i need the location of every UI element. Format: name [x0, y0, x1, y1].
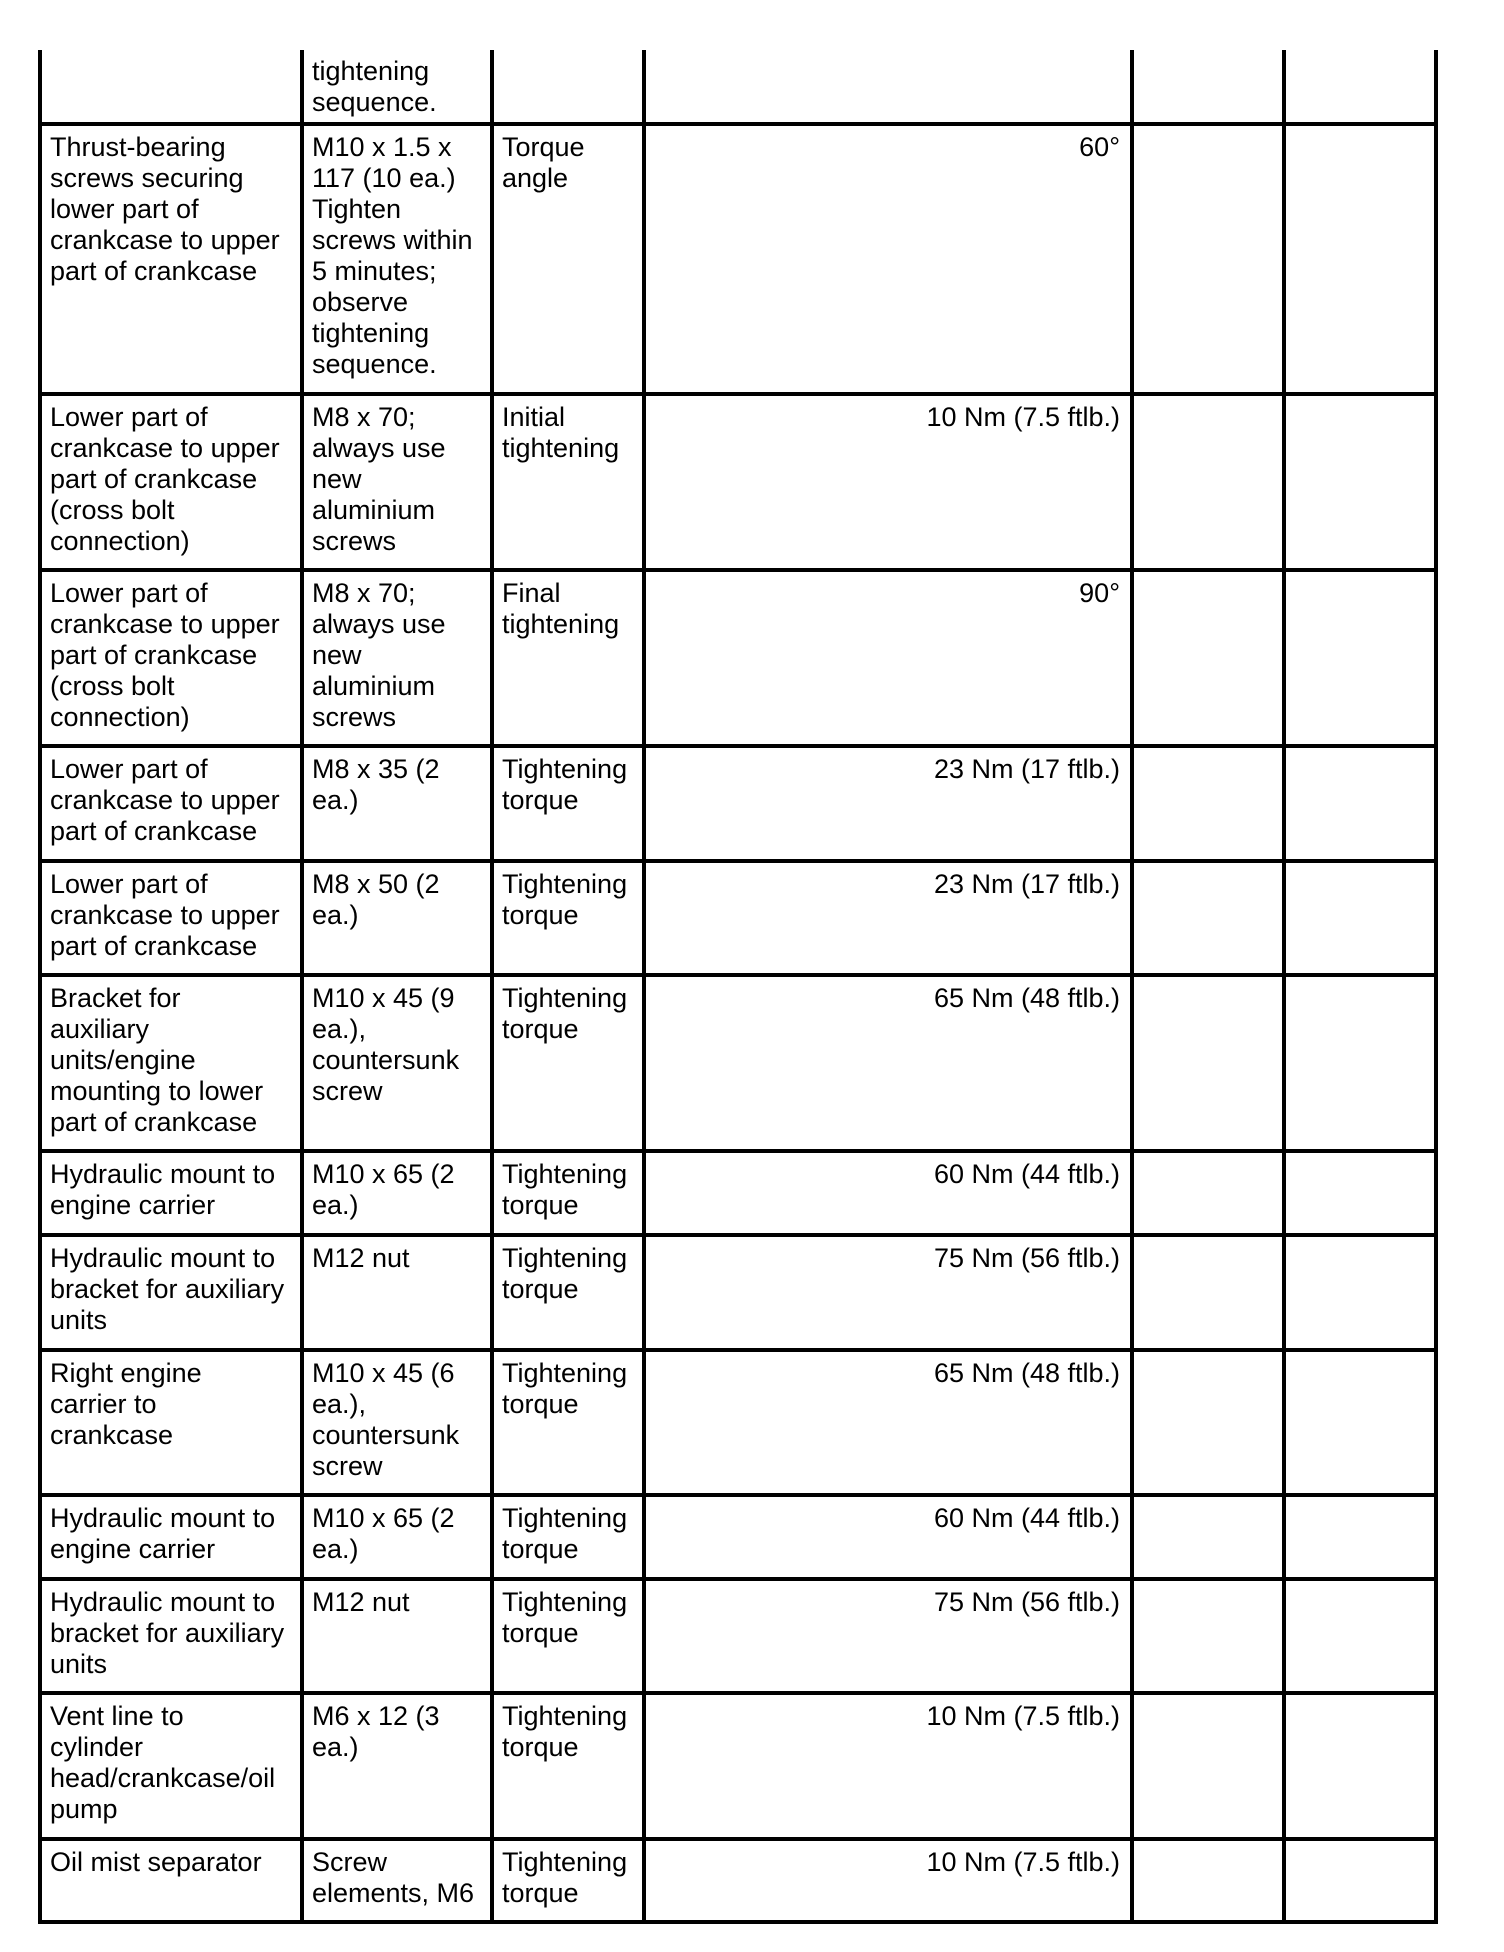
spec-cell	[302, 975, 492, 1151]
type-cell-text: Tightening torque	[502, 1701, 628, 1762]
table-body	[40, 50, 1436, 1922]
spec-cell-text: M10 x 45 (9 ea.), countersunk screw	[312, 983, 460, 1106]
type-cell-text: Tightening torque	[502, 1503, 628, 1564]
component-cell-text: Vent line to cylinder head/crankcase/oil pump	[50, 1701, 276, 1824]
value-cell-text: 75 Nm (56 ftlb.)	[933, 1243, 1120, 1273]
spec-cell	[302, 861, 492, 975]
type-cell-text: Tightening torque	[502, 869, 628, 930]
type-cell	[492, 570, 644, 746]
value-cell	[644, 1151, 1132, 1235]
spec-cell-text: M8 x 35 (2 ea.)	[312, 754, 440, 815]
spec-cell	[302, 1495, 492, 1579]
spec-cell	[302, 1839, 492, 1922]
value-cell	[644, 1839, 1132, 1922]
table-row	[40, 1693, 1436, 1839]
value-cell	[644, 50, 1132, 124]
extra-cell-2	[1284, 1839, 1436, 1922]
value-cell	[644, 1579, 1132, 1693]
table-row	[40, 1350, 1436, 1495]
value-cell-text: 60 Nm (44 ftlb.)	[933, 1503, 1120, 1533]
value-cell-text: 60 Nm (44 ftlb.)	[933, 1159, 1120, 1189]
extra-cell-2	[1284, 394, 1436, 570]
type-cell-text: Torque angle	[502, 132, 585, 193]
type-cell-text: Final tightening	[502, 578, 620, 639]
spec-cell-text: M10 x 65 (2 ea.)	[312, 1503, 455, 1564]
component-cell	[40, 861, 302, 975]
type-cell-text: Tightening torque	[502, 1587, 628, 1648]
value-cell-text: 23 Nm (17 ftlb.)	[933, 754, 1120, 784]
value-cell	[644, 1693, 1132, 1839]
type-cell	[492, 861, 644, 975]
extra-cell-1	[1132, 746, 1284, 861]
table-row	[40, 975, 1436, 1151]
type-cell-text: Tightening torque	[502, 1847, 628, 1908]
value-cell-text: 23 Nm (17 ftlb.)	[933, 869, 1120, 899]
spec-cell-text: M10 x 65 (2 ea.)	[312, 1159, 455, 1220]
value-cell-text: 10 Nm (7.5 ftlb.)	[926, 402, 1120, 432]
component-cell-text: Hydraulic mount to engine carrier	[50, 1503, 276, 1564]
type-cell-text: Tightening torque	[502, 1358, 628, 1419]
type-cell-text: Tightening torque	[502, 1159, 628, 1220]
type-cell	[492, 975, 644, 1151]
spec-cell-text: M8 x 50 (2 ea.)	[312, 869, 440, 930]
spec-cell	[302, 1693, 492, 1839]
extra-cell-1	[1132, 1693, 1284, 1839]
type-cell	[492, 50, 644, 124]
table-row	[40, 570, 1436, 746]
value-cell	[644, 394, 1132, 570]
extra-cell-2	[1284, 1235, 1436, 1350]
value-cell	[644, 861, 1132, 975]
spec-cell-text: M6 x 12 (3 ea.)	[312, 1701, 440, 1762]
spec-cell	[302, 746, 492, 861]
type-cell	[492, 1151, 644, 1235]
extra-cell-1	[1132, 570, 1284, 746]
component-cell	[40, 124, 302, 394]
type-cell	[492, 124, 644, 394]
component-cell-text: Thrust-bearing screws securing lower part of crankcase to upper part of crankcase	[50, 132, 280, 286]
component-cell	[40, 570, 302, 746]
value-cell-text: 90°	[1079, 578, 1120, 608]
extra-cell-2	[1284, 1579, 1436, 1693]
spec-cell	[302, 394, 492, 570]
table-row	[40, 1151, 1436, 1235]
value-cell	[644, 746, 1132, 861]
component-cell-text: Oil mist separator	[50, 1847, 262, 1877]
spec-cell-text: M8 x 70; always use new aluminium screws	[312, 578, 446, 732]
extra-cell-1	[1132, 1350, 1284, 1495]
component-cell	[40, 746, 302, 861]
type-cell	[492, 1579, 644, 1693]
value-cell	[644, 1350, 1132, 1495]
component-cell	[40, 1235, 302, 1350]
extra-cell-1	[1132, 394, 1284, 570]
table-row	[40, 1579, 1436, 1693]
value-cell	[644, 1235, 1132, 1350]
extra-cell-2	[1284, 570, 1436, 746]
type-cell-text: Tightening torque	[502, 983, 628, 1044]
type-cell	[492, 1235, 644, 1350]
component-cell	[40, 1151, 302, 1235]
component-cell	[40, 50, 302, 124]
torque-spec-table	[38, 50, 1438, 1924]
component-cell	[40, 1495, 302, 1579]
value-cell	[644, 124, 1132, 394]
extra-cell-1	[1132, 1495, 1284, 1579]
value-cell-text: 10 Nm (7.5 ftlb.)	[926, 1701, 1120, 1731]
value-cell-text: 65 Nm (48 ftlb.)	[933, 1358, 1120, 1388]
component-cell-text: Lower part of crankcase to upper part of crankcase	[50, 754, 280, 846]
torque-spec-page	[38, 50, 1438, 1924]
table-row	[40, 50, 1436, 124]
extra-cell-2	[1284, 1350, 1436, 1495]
spec-cell-text: M10 x 1.5 x 117 (10 ea.) Tighten screws within 5 minutes; observe tightening sequence.	[312, 132, 473, 379]
value-cell-text: 10 Nm (7.5 ftlb.)	[926, 1847, 1120, 1877]
component-cell-text: Hydraulic mount to bracket for auxiliary units	[50, 1243, 285, 1335]
spec-cell-text: M8 x 70; always use new aluminium screws	[312, 402, 446, 556]
table-row	[40, 746, 1436, 861]
spec-cell	[302, 1350, 492, 1495]
component-cell-text: Lower part of crankcase to upper part of crankcase (cross bolt connection)	[50, 402, 280, 556]
type-cell	[492, 1693, 644, 1839]
table-row	[40, 1495, 1436, 1579]
type-cell	[492, 1350, 644, 1495]
type-cell-text: Tightening torque	[502, 754, 628, 815]
spec-cell-text: Screw elements, M6	[312, 1847, 475, 1908]
extra-cell-1	[1132, 861, 1284, 975]
type-cell-text: Initial tightening	[502, 402, 620, 463]
spec-cell	[302, 570, 492, 746]
extra-cell-2	[1284, 124, 1436, 394]
component-cell-text: Lower part of crankcase to upper part of crankcase	[50, 869, 280, 961]
type-cell-text: Tightening torque	[502, 1243, 628, 1304]
component-cell	[40, 394, 302, 570]
spec-cell	[302, 1151, 492, 1235]
spec-cell-text: M12 nut	[312, 1243, 410, 1273]
spec-cell	[302, 1579, 492, 1693]
extra-cell-2	[1284, 1495, 1436, 1579]
extra-cell-1	[1132, 1151, 1284, 1235]
component-cell	[40, 1350, 302, 1495]
spec-cell	[302, 50, 492, 124]
component-cell	[40, 975, 302, 1151]
extra-cell-1	[1132, 50, 1284, 124]
extra-cell-2	[1284, 1151, 1436, 1235]
component-cell-text: Hydraulic mount to engine carrier	[50, 1159, 276, 1220]
value-cell	[644, 975, 1132, 1151]
extra-cell-2	[1284, 746, 1436, 861]
table-row	[40, 861, 1436, 975]
component-cell-text: Bracket for auxiliary units/engine mounting to lower part of crankcase	[50, 983, 264, 1137]
type-cell	[492, 1839, 644, 1922]
extra-cell-2	[1284, 861, 1436, 975]
table-row	[40, 124, 1436, 394]
extra-cell-2	[1284, 50, 1436, 124]
table-row	[40, 394, 1436, 570]
value-cell-text: 65 Nm (48 ftlb.)	[933, 983, 1120, 1013]
value-cell	[644, 570, 1132, 746]
spec-cell	[302, 1235, 492, 1350]
extra-cell-1	[1132, 124, 1284, 394]
component-cell	[40, 1839, 302, 1922]
extra-cell-1	[1132, 1579, 1284, 1693]
spec-cell-text: M12 nut	[312, 1587, 410, 1617]
spec-cell-text: tightening sequence.	[312, 56, 437, 117]
value-cell	[644, 1495, 1132, 1579]
extra-cell-2	[1284, 1693, 1436, 1839]
spec-cell	[302, 124, 492, 394]
value-cell-text: 60°	[1079, 132, 1120, 162]
component-cell-text: Lower part of crankcase to upper part of crankcase (cross bolt connection)	[50, 578, 280, 732]
type-cell	[492, 394, 644, 570]
type-cell	[492, 746, 644, 861]
extra-cell-2	[1284, 975, 1436, 1151]
value-cell-text: 75 Nm (56 ftlb.)	[933, 1587, 1120, 1617]
spec-cell-text: M10 x 45 (6 ea.), countersunk screw	[312, 1358, 460, 1481]
component-cell	[40, 1579, 302, 1693]
extra-cell-1	[1132, 1839, 1284, 1922]
extra-cell-1	[1132, 975, 1284, 1151]
component-cell-text: Hydraulic mount to bracket for auxiliary units	[50, 1587, 285, 1679]
type-cell	[492, 1495, 644, 1579]
component-cell	[40, 1693, 302, 1839]
extra-cell-1	[1132, 1235, 1284, 1350]
table-row	[40, 1235, 1436, 1350]
table-row	[40, 1839, 1436, 1922]
component-cell-text: Right engine carrier to crankcase	[50, 1358, 202, 1450]
